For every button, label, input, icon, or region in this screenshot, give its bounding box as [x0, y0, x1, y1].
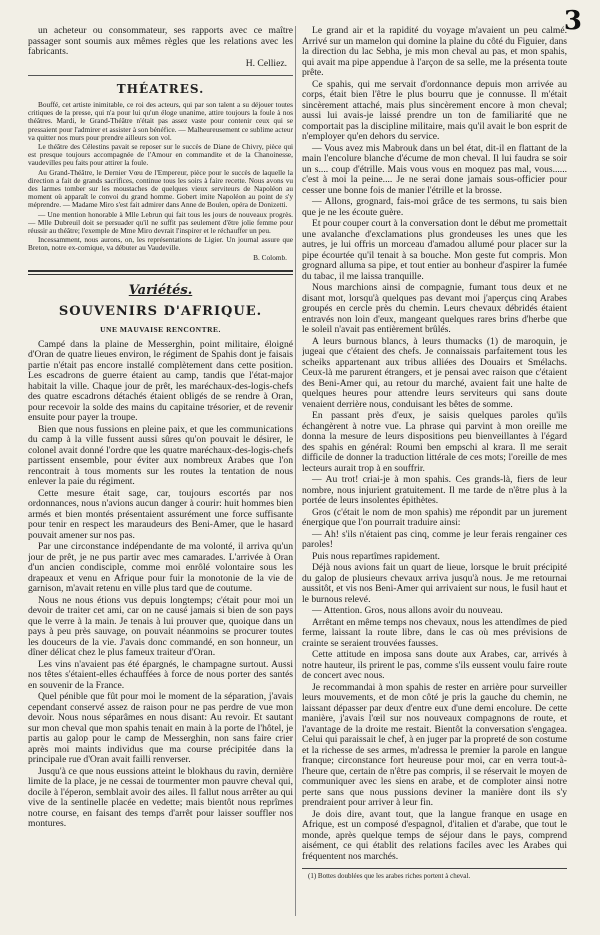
theatres-paragraph: Incessamment, nous aurons, on, les représentations de Ligier. Un journal assure que Breton, notre ex-comique, va débuter au Vaudeville.: [28, 235, 293, 253]
story-paragraph: — Attention. Gros, nous allons avoir du nouveau.: [312, 605, 503, 616]
story-paragraph: Campé dans la plaine de Messerghin, point militaire, éloigné d'Oran de quatre lieues environ, le régiment de Spahis dont je faisais partie n'était pas encore installé complètement dans cette position. Les escadrons de guerre étaient au camp, tandis que l'état-major habitait la ville. Chaque jour de prêt, les maréchaux-des-logis-chefs des quatre escadrons détachés étaient obligés de se rendre à Oran, pour recevoir la solde des mains du capitaine trésorier, et de revenir ensuite pour payer la troupe.: [28, 338, 293, 424]
theatres-paragraph: Au Grand-Théâtre, le Dernier Vœu de l'Empereur, pièce pour le succès de laquelle la direction a fait de grands sacrifices, continue tous les soirs à faire recette. Nous avons vu des larmes tomber sur les moustaches de quelques vieux serviteurs de Napoléon au moment où apparaît le convoi du grand homme. Gobert imite Napoléon au point de s'y méprendre. — Madame Miro s'est fait admirer dans Anne de Boulen, opéra de Donizetti.: [28, 167, 293, 210]
story-paragraph: Je recommandai à mon spahis de rester en arrière pour surveiller leurs mouvements, et de mon côté je pris la gauche du chemin, ne laissant dépasser par deux d'entre eux d'une demi encolure. De cette manière, j'avais l'œil sur nos nouveaux compagnons de route, et l'avantage de la droite me restait. Bientôt la conversation s'engagea. Celui qui paraissait le chef, à en juger par la propreté de son costume et la richesse de ses armes, m'adressa le premier la parole en langue franque; circonstance fort heureuse pour moi, car en verra tout-à-l'heure que, certain de n'être pas compris, il se réservait le moyen de communiquer avec les siens en arabe, et de comploter ainsi notre perte sans que nous pussions deviner la manière dont ils s'y prendraient pour arriver à leur fin.: [302, 681, 567, 808]
story-paragraph: Arrêtant en même temps nos chevaux, nous les attendîmes de pied ferme, laissant la route libre, dans le cas où mes prévisions de crainte se seraient trouvées fausses.: [302, 616, 567, 649]
story-paragraph: Cette mesure était sage, car, toujours escortés par nos ordonnances, nous n'avions aucun danger à courir: huit hommes bien armés et bien montés présentaient assurément une force suffisante pour tenir en respect les maraudeurs des Beni-Amer, que le hasard pouvait amener sur nos pas.: [28, 487, 293, 541]
story-paragraph: Je dois dire, avant tout, que la langue franque en usage en Afrique, est un composé d'espagnol, d'italien et d'arabe, que tout le monde, après quelque temps de séjour dans le pays, comprend aisément, ce qui établit des relations faciles avec les Arabes qui fréquentent nos marchés.: [302, 808, 567, 862]
footnote-rule: [302, 868, 567, 869]
theatres-signature: B. Colomb.: [253, 252, 287, 262]
story-paragraph: Par une circonstance indépendante de ma volonté, il arriva qu'un jour de prêt, je ne pus partir avec mes camarades. L'arrivée à Oran d'un ancien condisciple, comme moi enrôlé volontaire sous les drapeaux et venu en Afrique pour fuir la monotonie de la vie de garnison, m'avait retenu en ville plus tard que de coutume.: [28, 541, 293, 595]
left-column: [28, 26, 293, 926]
article-title: SOUVENIRS D'AFRIQUE.: [58, 303, 263, 319]
story-paragraph: A leurs burnous blancs, à leurs thumacks (1) de maroquin, je jugeai que c'étaient des chefs. Je connaissais parfaitement tous les scheiks appartenant aux tribus alliées des Douairs et Smélachs. Ceux-là me parurent étrangers, et je pensai avec raison que c'étaient des Beni-Amer qui, au retour du marché, avaient fait une halte de quelques heures pour attendre leurs serviteurs qui sans doute venaient derrière nous, conduisant les bêtes de somme.: [302, 335, 567, 410]
story-paragraph: Déjà nous avions fait un quart de lieue, lorsque le bruit précipité du galop de plusieurs chevaux arriva jusqu'à nous. Je me retournai aussitôt, et vis nos Beni-Amer qui arrivaient sur nous, le fusil haut et le burnous relevé.: [302, 562, 567, 605]
story-paragraph: Les vins n'avaient pas été épargnés, le champagne surtout. Aussi nos têtes s'étaient-elles échauffées à force de nous porter des santés en souvenir de la France.: [28, 658, 293, 691]
story-paragraph: — Au trot! criai-je à mon spahis. Ces grands-là, fiers de leur nombre, nous injurient gratuitement. Il me tarde de n'être plus à la portée de leurs insolentes épithètes.: [302, 474, 567, 506]
article-subtitle: UNE MAUVAISE RENCONTRE.: [100, 324, 221, 334]
theatres-paragraph: Bouffé, cet artiste inimitable, ce roi des acteurs, qui par son talent a su déjouer toutes critiques de la presse, qui n'a pour lui qu'un éloge unanime, attire toujours la foule à nos théâtres. Mardi, le Grand-Théâtre n'était pas assez vaste pour contenir ceux qui se pressaient pour l'admirer et assister à son bénéfice. — Malheureusement ce sublime acteur va quitter nos murs pour prendre ailleurs son vol.: [28, 100, 293, 142]
story-paragraph: — Allons, grognard, fais-moi grâce de tes sermons, tu sais bien que je ne les écoute guère.: [302, 196, 567, 218]
story-paragraph: Nous ne nous étions vus depuis longtemps; c'était pour moi un devoir de traiter cet ami, car on ne causé jamais si bien de son pays que le verre à la main. Je tenais à lui prouver que, quoique dans un pays à peu près sauvage, on pouvait néanmoins se procurer toutes les douceurs de la vie. J'avais donc commandé, en son honneur, un dîner délicat chez le plus fameux traiteur d'Oran.: [28, 594, 293, 659]
theatres-paragraph: Le théâtre des Célestins pavait se reposer sur le succès de Diane de Chivry, pièce qui est presque toujours accompagnée de l'Amour en commandite et de la Chanoinesse, vaudevilles peu faits pour attirer la foule.: [28, 142, 293, 168]
story-paragraph: En passant près d'eux, je saisis quelques paroles qu'ils échangèrent à notre vue. La phrase qui parvint à mon oreille me donna la mesure de leurs dispositions peu bienveillantes à l'égard des spahis en général: Roumi ben empschi al krara. Il me serait difficile de donner la traduction littérale de ces mots; l'oreille de mes lecteurs aurait trop à en souffrir.: [302, 410, 567, 474]
top-paragraph: un acheteur ou consommateur, ses rapports avec ce maître passager sont soumis aux mêmes règles que les relations avec les fabricants.: [28, 26, 293, 57]
story-paragraph: Quel pénible que fût pour moi le moment de la séparation, j'avais cependant conservé assez de raison pour ne pas perdre de vue mon devoir. Nous nous séparâmes en nous disant: Au revoir. Et sautant sur mon cheval que mon spahis tenait en main à la porte de l'hôtel, je partis au galop pour le camp de Messerghin, non sans faire crier après moi maints individus que ma course précipitée dans la principale rue d'Oran avait failli renverser.: [28, 691, 293, 766]
column-divider: [295, 26, 296, 916]
story-paragraph: Le grand air et la rapidité du voyage m'avaient un peu calmé. Arrivé sur un mamelon qui domine la plaine du côté du Figuier, dans la direction du lac Sebha, je mis mon cheval au pas, et mon spahis, qui avait ma pipe appendue à l'arçon de sa selle, me la présenta toute prête.: [302, 26, 567, 78]
story-paragraph: Cette attitude en imposa sans doute aux Arabes, car, arrivés à notre hauteur, ils prirent le pas, comme s'ils eussent voulu faire route de concert avec nous.: [302, 649, 567, 681]
story-paragraph: Jusqu'à ce que nous eussions atteint le blokhaus du ravin, dernière limite de la place, je ne cessai de tourmenter mon pauvre cheval qui, docile à l'éperon, semblait avoir des ailes. Il fallut nous arrêter au qui vive de la sentinelle placée en vedette; mais bientôt nous reprîmes notre course, en faisant des temps d'arrêt pour laisser souffler nos montures.: [28, 765, 293, 830]
story-paragraph: Ce spahis, qui me servait d'ordonnance depuis mon arrivée au corps, était bien l'être le plus bourru que je connusse. Il m'était sincèrement attaché, mais plus sincèrement encore à mon cheval; aussi lui avais-je laissé prendre un ton de familiarité que ne comportait pas la discipline militaire, mais qu'il avait le bon esprit de n'employer qu'en dehors du service.: [302, 78, 567, 142]
story-paragraph: — Vous avez mis Mabrouk dans un bel état, dit-il en flattant de la main l'encolure blanche d'écume de mon cheval. Il lui faudra se soir un s.... coup d'étrille. Mais vous vous en moquez pas mal, vous...... c'est à moi la peine.... Je ne serai done jamais sous-officier pour cesser une bonne fois de manier l'étrille et la brosse.: [302, 142, 567, 196]
story-paragraph: Bien que nous fussions en pleine paix, et que les communications du camp à la ville fussent aussi sûres qu'on pouvait le désirer, le colonel avait donné l'ordre que les quatre maréchaux-des-logis-chefs partissent ensemble, pour éviter aux nombreux Arabes que l'on rencontrait à tous moments sur les routes la tentation de nous enlever la paie du régiment.: [28, 423, 293, 488]
page-number: 3: [563, 6, 582, 36]
story-paragraph: Puis nous repartîmes rapidement.: [312, 550, 440, 562]
theatres-heading: THÉATRES.: [116, 82, 205, 96]
footnote: (1) Bottes doublées que les arabes riches portent à cheval.: [308, 872, 471, 880]
divider: [28, 75, 293, 76]
story-paragraph: — Ah! s'ils n'étaient pas cinq, comme je leur ferais rengainer ces paroles!: [302, 528, 567, 550]
varietes-heading: Variétés.: [128, 282, 193, 298]
story-paragraph: Gros (c'était le nom de mon spahis) me répondit par un jurement énergique que l'on pourrait traduire ainsi:: [302, 506, 567, 528]
theatres-paragraph: — Une mention honorable à Mlle Lebrun qui fait tous les jours de nouveaux progrès. — Mlle Dubreuil doit se persuader qu'il ne suffit pas seulement d'être jolie femme pour réussir au théâtre; l'exemple de Mme Miro devrait l'inspirer et le réchauffer un peu.: [28, 209, 293, 236]
story-paragraph: Et pour couper court à la conversation dont le début me promettait une avalanche d'exclamations plus grondeuses les unes que les autres, je lui offris un morceau d'amadou allumé pour placer sur la pipe écourtée qu'il tenait à sa bouche. Mon geste fut compris. Mon grognard alluma sa pipe, et tout entier au bonheur d'aspirer la fumée du tabac, il me laissa tranquille.: [302, 218, 567, 282]
section-rule: [28, 274, 293, 275]
right-column: [302, 26, 567, 926]
story-paragraph: Nous marchions ainsi de compagnie, fumant tous deux et ne disant mot, lorsqu'à quelques pas devant moi j'aperçus cinq Arabes groupés en cercle près du chemin. Leurs chevaux débridés étaient entravés non loin d'eux, mangeant quelques rares brins d'herbe que le soleil n'avait pas entièrement brûlés.: [302, 282, 567, 335]
top-signature: H. Celliez.: [245, 57, 287, 69]
section-rule: [28, 270, 293, 272]
